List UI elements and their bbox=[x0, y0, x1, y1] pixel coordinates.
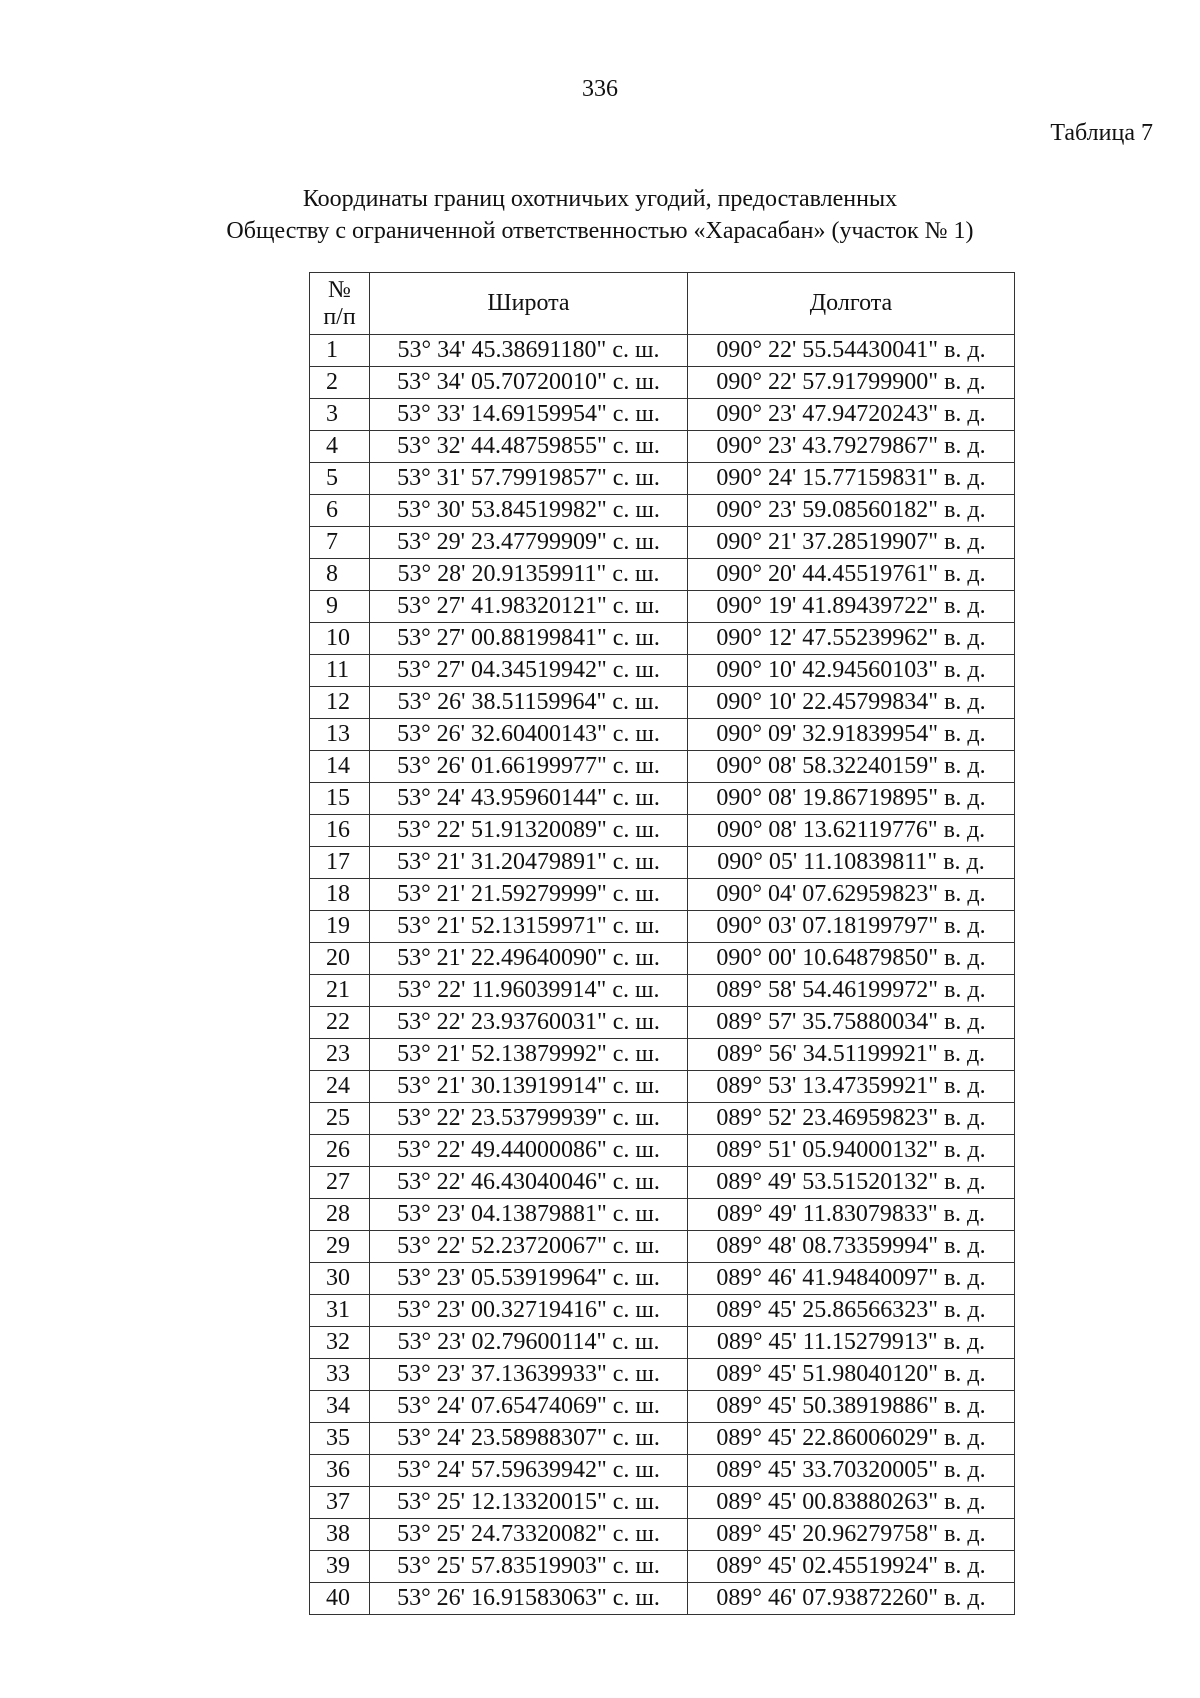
row-number-cell: 30 bbox=[310, 1263, 370, 1295]
row-number-cell: 31 bbox=[310, 1295, 370, 1327]
longitude-cell: 090° 08' 19.86719895" в. д. bbox=[688, 783, 1015, 815]
table-row bbox=[310, 783, 1015, 815]
longitude-cell: 089° 45' 33.70320005" в. д. bbox=[688, 1455, 1015, 1487]
row-number-cell: 19 bbox=[310, 911, 370, 943]
latitude-cell: 53° 22' 11.96039914" с. ш. bbox=[370, 975, 688, 1007]
table-row bbox=[310, 751, 1015, 783]
table-row bbox=[310, 1135, 1015, 1167]
longitude-cell: 090° 19' 41.89439722" в. д. bbox=[688, 591, 1015, 623]
row-number-cell: 8 bbox=[310, 559, 370, 591]
row-number-cell: 20 bbox=[310, 943, 370, 975]
table-row bbox=[310, 495, 1015, 527]
table-row bbox=[310, 399, 1015, 431]
table-row bbox=[310, 1071, 1015, 1103]
row-number-cell: 24 bbox=[310, 1071, 370, 1103]
latitude-cell: 53° 25' 24.73320082" с. ш. bbox=[370, 1519, 688, 1551]
row-number-cell: 15 bbox=[310, 783, 370, 815]
latitude-cell: 53° 23' 37.13639933" с. ш. bbox=[370, 1359, 688, 1391]
table-row bbox=[310, 687, 1015, 719]
table-row bbox=[310, 431, 1015, 463]
longitude-cell: 089° 53' 13.47359921" в. д. bbox=[688, 1071, 1015, 1103]
latitude-cell: 53° 21' 21.59279999" с. ш. bbox=[370, 879, 688, 911]
document-title-line-1: Координаты границ охотничьих угодий, предоставленных bbox=[302, 186, 898, 212]
latitude-cell: 53° 26' 38.51159964" с. ш. bbox=[370, 687, 688, 719]
longitude-cell: 089° 45' 00.83880263" в. д. bbox=[688, 1487, 1015, 1519]
page-number: 336 bbox=[582, 76, 618, 102]
table-row bbox=[310, 975, 1015, 1007]
longitude-cell: 089° 58' 54.46199972" в. д. bbox=[688, 975, 1015, 1007]
latitude-cell: 53° 23' 05.53919964" с. ш. bbox=[370, 1263, 688, 1295]
table-row bbox=[310, 1423, 1015, 1455]
latitude-cell: 53° 21' 30.13919914" с. ш. bbox=[370, 1071, 688, 1103]
row-number-cell: 36 bbox=[310, 1455, 370, 1487]
row-number-cell: 39 bbox=[310, 1551, 370, 1583]
table-row bbox=[310, 1167, 1015, 1199]
longitude-cell: 089° 45' 51.98040120" в. д. bbox=[688, 1359, 1015, 1391]
latitude-cell: 53° 23' 02.79600114" с. ш. bbox=[370, 1327, 688, 1359]
longitude-cell: 090° 05' 11.10839811" в. д. bbox=[688, 847, 1015, 879]
table-row bbox=[310, 1103, 1015, 1135]
row-number-cell: 37 bbox=[310, 1487, 370, 1519]
longitude-cell: 089° 45' 22.86006029" в. д. bbox=[688, 1423, 1015, 1455]
longitude-cell: 089° 45' 20.96279758" в. д. bbox=[688, 1519, 1015, 1551]
row-number-cell: 32 bbox=[310, 1327, 370, 1359]
row-number-cell: 1 bbox=[310, 335, 370, 367]
longitude-cell: 090° 08' 13.62119776" в. д. bbox=[688, 815, 1015, 847]
longitude-cell: 090° 00' 10.64879850" в. д. bbox=[688, 943, 1015, 975]
longitude-cell: 090° 23' 43.79279867" в. д. bbox=[688, 431, 1015, 463]
latitude-cell: 53° 22' 51.91320089" с. ш. bbox=[370, 815, 688, 847]
row-number-cell: 29 bbox=[310, 1231, 370, 1263]
row-number-cell: 16 bbox=[310, 815, 370, 847]
latitude-cell: 53° 21' 31.20479891" с. ш. bbox=[370, 847, 688, 879]
latitude-cell: 53° 27' 00.88199841" с. ш. bbox=[370, 623, 688, 655]
latitude-cell: 53° 34' 45.38691180" с. ш. bbox=[370, 335, 688, 367]
table-row bbox=[310, 1519, 1015, 1551]
header-number-symbol: № bbox=[328, 276, 351, 303]
latitude-cell: 53° 27' 04.34519942" с. ш. bbox=[370, 655, 688, 687]
document-title bbox=[0, 183, 1200, 247]
row-number-cell: 35 bbox=[310, 1423, 370, 1455]
table-row bbox=[310, 1455, 1015, 1487]
row-number-cell: 33 bbox=[310, 1359, 370, 1391]
longitude-cell: 090° 20' 44.45519761" в. д. bbox=[688, 559, 1015, 591]
latitude-cell: 53° 26' 32.60400143" с. ш. bbox=[370, 719, 688, 751]
latitude-cell: 53° 27' 41.98320121" с. ш. bbox=[370, 591, 688, 623]
longitude-cell: 090° 22' 55.54430041" в. д. bbox=[688, 335, 1015, 367]
table-row bbox=[310, 1039, 1015, 1071]
row-number-cell: 21 bbox=[310, 975, 370, 1007]
longitude-cell: 090° 24' 15.77159831" в. д. bbox=[688, 463, 1015, 495]
table-header-row bbox=[310, 273, 1015, 335]
row-number-cell: 14 bbox=[310, 751, 370, 783]
latitude-cell: 53° 22' 46.43040046" с. ш. bbox=[370, 1167, 688, 1199]
table-row bbox=[310, 623, 1015, 655]
longitude-cell: 089° 57' 35.75880034" в. д. bbox=[688, 1007, 1015, 1039]
row-number-cell: 22 bbox=[310, 1007, 370, 1039]
latitude-cell: 53° 23' 04.13879881" с. ш. bbox=[370, 1199, 688, 1231]
table-row bbox=[310, 943, 1015, 975]
row-number-cell: 6 bbox=[310, 495, 370, 527]
row-number-cell: 9 bbox=[310, 591, 370, 623]
latitude-cell: 53° 21' 52.13159971" с. ш. bbox=[370, 911, 688, 943]
row-number-cell: 5 bbox=[310, 463, 370, 495]
table-row bbox=[310, 527, 1015, 559]
latitude-cell: 53° 31' 57.79919857" с. ш. bbox=[370, 463, 688, 495]
table-row bbox=[310, 463, 1015, 495]
latitude-cell: 53° 21' 22.49640090" с. ш. bbox=[370, 943, 688, 975]
latitude-cell: 53° 22' 23.53799939" с. ш. bbox=[370, 1103, 688, 1135]
longitude-cell: 090° 21' 37.28519907" в. д. bbox=[688, 527, 1015, 559]
longitude-cell: 090° 23' 47.94720243" в. д. bbox=[688, 399, 1015, 431]
longitude-cell: 090° 08' 58.32240159" в. д. bbox=[688, 751, 1015, 783]
table-row bbox=[310, 1583, 1015, 1615]
table-row bbox=[310, 559, 1015, 591]
table-row bbox=[310, 879, 1015, 911]
row-number-cell: 25 bbox=[310, 1103, 370, 1135]
table-row bbox=[310, 335, 1015, 367]
longitude-cell: 089° 46' 41.94840097" в. д. bbox=[688, 1263, 1015, 1295]
longitude-cell: 090° 09' 32.91839954" в. д. bbox=[688, 719, 1015, 751]
row-number-cell: 3 bbox=[310, 399, 370, 431]
latitude-cell: 53° 22' 52.23720067" с. ш. bbox=[370, 1231, 688, 1263]
table-row bbox=[310, 815, 1015, 847]
row-number-cell: 12 bbox=[310, 687, 370, 719]
longitude-cell: 089° 45' 25.86566323" в. д. bbox=[688, 1295, 1015, 1327]
latitude-cell: 53° 22' 49.44000086" с. ш. bbox=[370, 1135, 688, 1167]
latitude-cell: 53° 29' 23.47799909" с. ш. bbox=[370, 527, 688, 559]
table-row bbox=[310, 1359, 1015, 1391]
longitude-cell: 089° 48' 08.73359994" в. д. bbox=[688, 1231, 1015, 1263]
row-number-cell: 27 bbox=[310, 1167, 370, 1199]
row-number-cell: 28 bbox=[310, 1199, 370, 1231]
table-row bbox=[310, 911, 1015, 943]
latitude-cell: 53° 24' 57.59639942" с. ш. bbox=[370, 1455, 688, 1487]
table-row bbox=[310, 719, 1015, 751]
header-number bbox=[310, 273, 370, 335]
latitude-cell: 53° 24' 43.95960144" с. ш. bbox=[370, 783, 688, 815]
table-row bbox=[310, 591, 1015, 623]
longitude-cell: 089° 45' 50.38919886" в. д. bbox=[688, 1391, 1015, 1423]
latitude-cell: 53° 24' 23.58988307" с. ш. bbox=[370, 1423, 688, 1455]
table-row bbox=[310, 1007, 1015, 1039]
row-number-cell: 17 bbox=[310, 847, 370, 879]
latitude-cell: 53° 24' 07.65474069" с. ш. bbox=[370, 1391, 688, 1423]
document-title-line-2: Обществу с ограниченной ответственностью «Харасабан» (участок № 1) bbox=[226, 218, 974, 244]
latitude-cell: 53° 25' 12.13320015" с. ш. bbox=[370, 1487, 688, 1519]
latitude-cell: 53° 26' 16.91583063" с. ш. bbox=[370, 1583, 688, 1615]
table-row bbox=[310, 655, 1015, 687]
latitude-cell: 53° 33' 14.69159954" с. ш. bbox=[370, 399, 688, 431]
row-number-cell: 7 bbox=[310, 527, 370, 559]
longitude-cell: 089° 46' 07.93872260" в. д. bbox=[688, 1583, 1015, 1615]
header-number-abbrev: п/п bbox=[323, 303, 356, 330]
latitude-cell: 53° 21' 52.13879992" с. ш. bbox=[370, 1039, 688, 1071]
table-row bbox=[310, 1295, 1015, 1327]
latitude-cell: 53° 30' 53.84519982" с. ш. bbox=[370, 495, 688, 527]
longitude-cell: 090° 22' 57.91799900" в. д. bbox=[688, 367, 1015, 399]
row-number-cell: 40 bbox=[310, 1583, 370, 1615]
latitude-cell: 53° 34' 05.70720010" с. ш. bbox=[370, 367, 688, 399]
row-number-cell: 18 bbox=[310, 879, 370, 911]
table-row bbox=[310, 1231, 1015, 1263]
table-label: Таблица 7 bbox=[1050, 120, 1153, 146]
row-number-cell: 10 bbox=[310, 623, 370, 655]
longitude-cell: 089° 51' 05.94000132" в. д. bbox=[688, 1135, 1015, 1167]
latitude-cell: 53° 22' 23.93760031" с. ш. bbox=[370, 1007, 688, 1039]
longitude-cell: 090° 12' 47.55239962" в. д. bbox=[688, 623, 1015, 655]
latitude-cell: 53° 32' 44.48759855" с. ш. bbox=[370, 431, 688, 463]
longitude-cell: 090° 04' 07.62959823" в. д. bbox=[688, 879, 1015, 911]
row-number-cell: 34 bbox=[310, 1391, 370, 1423]
table-row bbox=[310, 1551, 1015, 1583]
table-row bbox=[310, 1327, 1015, 1359]
longitude-cell: 089° 45' 02.45519924" в. д. bbox=[688, 1551, 1015, 1583]
longitude-cell: 089° 45' 11.15279913" в. д. bbox=[688, 1327, 1015, 1359]
table-body bbox=[310, 335, 1015, 1615]
longitude-cell: 090° 23' 59.08560182" в. д. bbox=[688, 495, 1015, 527]
longitude-cell: 090° 10' 22.45799834" в. д. bbox=[688, 687, 1015, 719]
header-longitude: Долгота bbox=[688, 273, 1015, 335]
longitude-cell: 090° 03' 07.18199797" в. д. bbox=[688, 911, 1015, 943]
latitude-cell: 53° 23' 00.32719416" с. ш. bbox=[370, 1295, 688, 1327]
table-row bbox=[310, 1487, 1015, 1519]
row-number-cell: 13 bbox=[310, 719, 370, 751]
latitude-cell: 53° 26' 01.66199977" с. ш. bbox=[370, 751, 688, 783]
latitude-cell: 53° 25' 57.83519903" с. ш. bbox=[370, 1551, 688, 1583]
coordinates-table bbox=[309, 272, 1015, 1615]
longitude-cell: 089° 49' 53.51520132" в. д. bbox=[688, 1167, 1015, 1199]
table-row bbox=[310, 1263, 1015, 1295]
longitude-cell: 089° 52' 23.46959823" в. д. bbox=[688, 1103, 1015, 1135]
header-latitude: Широта bbox=[370, 273, 688, 335]
table-row bbox=[310, 1391, 1015, 1423]
row-number-cell: 38 bbox=[310, 1519, 370, 1551]
latitude-cell: 53° 28' 20.91359911" с. ш. bbox=[370, 559, 688, 591]
row-number-cell: 2 bbox=[310, 367, 370, 399]
longitude-cell: 089° 56' 34.51199921" в. д. bbox=[688, 1039, 1015, 1071]
row-number-cell: 4 bbox=[310, 431, 370, 463]
row-number-cell: 23 bbox=[310, 1039, 370, 1071]
row-number-cell: 11 bbox=[310, 655, 370, 687]
table-row bbox=[310, 847, 1015, 879]
table-row bbox=[310, 367, 1015, 399]
longitude-cell: 090° 10' 42.94560103" в. д. bbox=[688, 655, 1015, 687]
table-row bbox=[310, 1199, 1015, 1231]
row-number-cell: 26 bbox=[310, 1135, 370, 1167]
longitude-cell: 089° 49' 11.83079833" в. д. bbox=[688, 1199, 1015, 1231]
